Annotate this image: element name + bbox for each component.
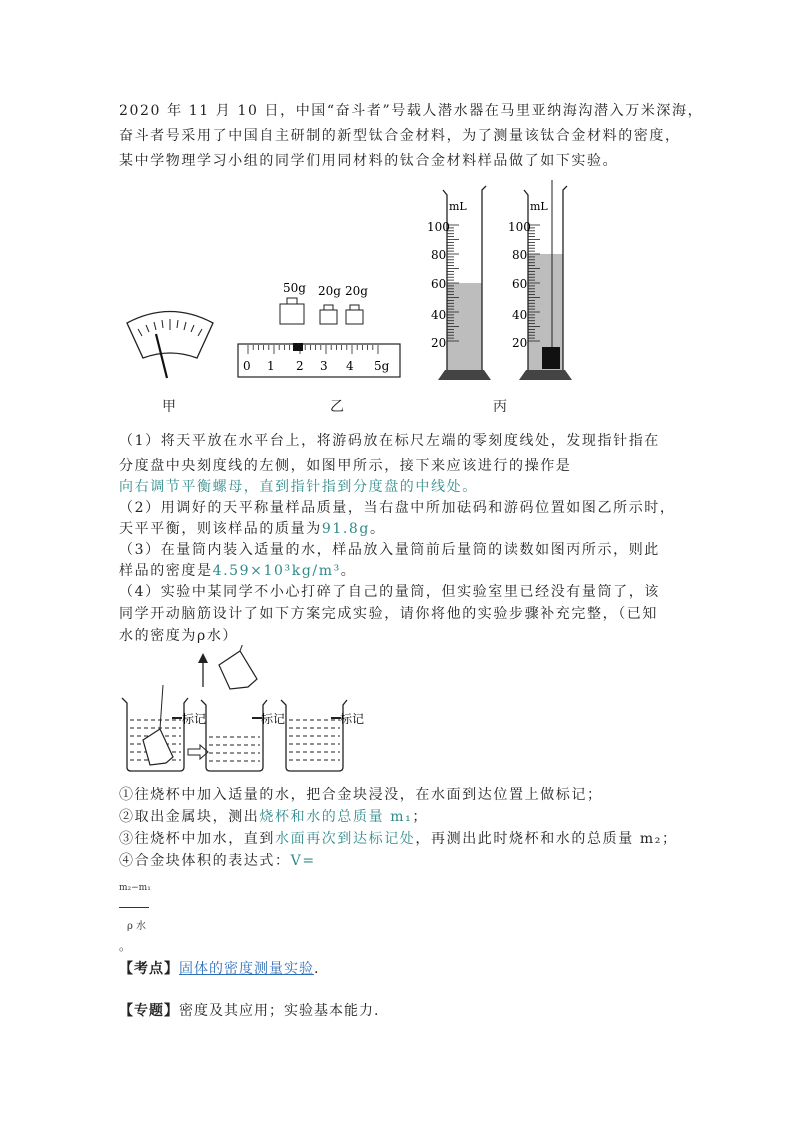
cylinder-2-unit: mL (530, 200, 548, 213)
formula-numerator: m₂−m₁ (119, 883, 151, 893)
kaodian-line (119, 958, 319, 978)
q2-line-1: （2）用调好的天平称量样品质量，当右盘中所加砝码和游码位置如图乙所示时， (119, 500, 676, 516)
step-1: ①往烧杯中加入适量的水，把合金块浸没，在水面到达位置上做标记； (119, 787, 603, 803)
beaker-1 (122, 685, 206, 771)
c1-tick-100: 100 (427, 220, 450, 234)
formula-end: 。 (119, 939, 132, 953)
q3-answer: 4.59×10³kg/m³ (212, 563, 341, 579)
ruler-tick-1: 1 (267, 359, 275, 373)
formula-fraction-bar (119, 907, 149, 908)
weight-20b-label: 20g (345, 284, 368, 298)
figure-label-jia: 甲 (162, 399, 176, 415)
c2-tick-80: 80 (512, 248, 528, 262)
q1-line-1: （1）将天平放在水平台上，将游码放在标尺左端的零刻度线处，发现指针指在 (119, 433, 660, 449)
q1-answer: 向右调节平衡螺母，直到指针指到分度盘的中线处。 (119, 479, 478, 495)
weight-50-label: 50g (283, 281, 306, 295)
q3-suffix: 。 (340, 563, 357, 579)
c1-tick-80: 80 (431, 248, 447, 262)
q2-prefix: 天平平衡，则该样品的质量为 (119, 521, 322, 537)
zhuanti-label: 【专题】 (119, 1003, 179, 1019)
ruler-tick-3: 3 (320, 359, 328, 373)
beaker-3 (281, 700, 364, 771)
c2-tick-100: 100 (508, 220, 531, 234)
c2-tick-20: 20 (512, 336, 528, 350)
step-2-prefix: ②取出金属块，测出 (119, 809, 260, 825)
mark-label-3: 标记 (340, 712, 365, 726)
rider (293, 343, 303, 351)
figure-1 (0, 0, 793, 420)
step-3-answer: 水面再次到达标记处 (275, 831, 416, 847)
cylinder-2 (508, 180, 572, 380)
c1-tick-60: 60 (431, 277, 447, 291)
beaker-2 (201, 700, 285, 771)
kaodian-link[interactable]: 固体的密度测量实验 (179, 961, 314, 977)
mark-label-1: 标记 (182, 712, 207, 726)
ruler-tick-2: 2 (296, 359, 304, 373)
step-3-suffix: ，再测出此时烧杯和水的总质量 m₂； (415, 831, 678, 847)
zhuanti-value: 密度及其应用；实验基本能力. (179, 1003, 380, 1019)
balance-dial (127, 312, 213, 379)
q4-line-1: （4）实验中某同学不小心打碎了自己的量筒，但实验室里已经没有量筒了，该 (119, 584, 660, 600)
step-4 (119, 850, 316, 870)
kaodian-label: 【考点】 (119, 961, 179, 977)
cylinder-1 (427, 186, 491, 380)
figure-2 (0, 645, 793, 775)
step-2 (119, 806, 428, 826)
q3-line-1: （3）在量筒内装入适量的水，样品放入量筒前后量筒的读数如图丙所示，则此 (119, 542, 660, 558)
q4-line-2: 同学开动脑筋设计了如下方案完成实验，请你将他的实验步骤补充完整，（已知 (119, 606, 658, 622)
intro-line-2: 奋斗者号采用了中国自主研制的新型钛合金材料，为了测量该钛合金材料的密度， (119, 128, 681, 144)
q2-answer: 91.8g (321, 521, 370, 537)
rider-ruler (238, 343, 400, 377)
step-2-suffix: ； (412, 809, 428, 825)
weights (280, 281, 368, 324)
ruler-tick-4: 4 (346, 359, 354, 373)
q2-line-2 (119, 518, 386, 538)
ruler-tick-5: 5g (374, 359, 390, 373)
kaodian-end: . (314, 961, 320, 977)
step-4-prefix: ④合金块体积的表达式： (119, 853, 291, 869)
formula-denominator: ρ 水 (127, 921, 147, 932)
figure-label-bing: 丙 (493, 399, 507, 415)
zhuanti-line (119, 1000, 379, 1020)
sample-block (542, 347, 560, 369)
c1-tick-40: 40 (431, 308, 447, 322)
ruler-tick-0: 0 (243, 359, 251, 373)
q3-prefix: 样品的密度是 (119, 563, 213, 579)
q1-line-2: 分度盘中央刻度线的左侧，如图甲所示，接下来应该进行的操作是 (119, 458, 572, 474)
step-2-answer: 烧杯和水的总质量 m₁ (259, 809, 413, 825)
q3-line-2 (119, 560, 356, 580)
c2-tick-40: 40 (512, 308, 528, 322)
c2-tick-60: 60 (512, 277, 528, 291)
q2-suffix: 。 (369, 521, 386, 537)
step-3-prefix: ③往烧杯中加水，直到 (119, 831, 275, 847)
weight-20a-label: 20g (318, 284, 341, 298)
c1-tick-20: 20 (431, 336, 447, 350)
q4-line-3: 水的密度为ρ水） (119, 628, 239, 644)
lifted-block (219, 651, 257, 689)
cylinder-1-unit: mL (449, 200, 467, 213)
mark-label-2: 标记 (261, 712, 286, 726)
step-3 (119, 828, 678, 848)
step-4-answer: V= (290, 853, 316, 869)
figure-label-yi: 乙 (330, 399, 344, 415)
intro-line-3: 某中学物理学习小组的同学们用同材料的钛合金材料样品做了如下实验。 (119, 153, 619, 169)
intro-line-1: 2020 年 11 月 10 日，中国“奋斗者”号载人潜水器在马里亚纳海沟潜入万米深海， (119, 103, 704, 119)
